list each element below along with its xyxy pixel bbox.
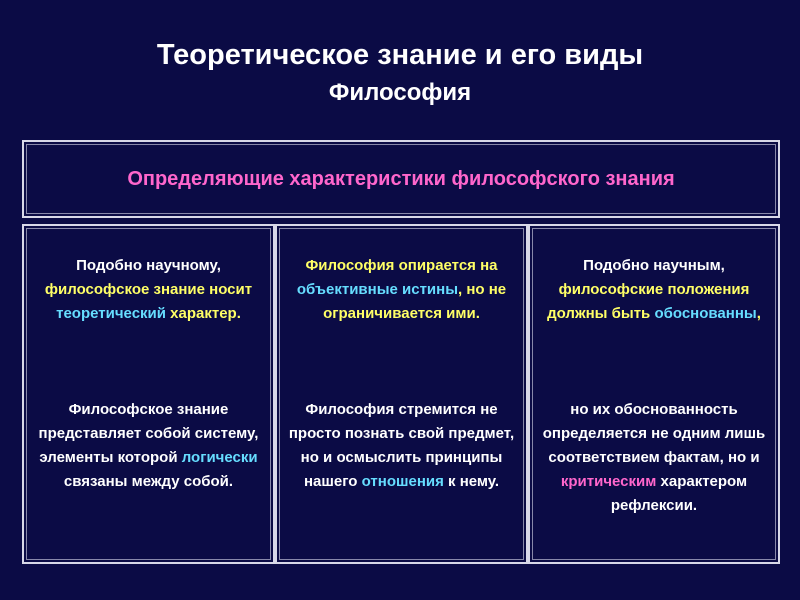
text-segment: философские положения должны быть	[547, 281, 750, 322]
text-segment: логически	[177, 449, 258, 466]
text-segment: Философское знание представляет собой систему, элементы которой	[38, 401, 259, 466]
text-segment: обоснованны	[650, 305, 757, 322]
column-1-top-text	[30, 254, 267, 326]
text-segment: но их обоснованность определяется не одним лишь соответствием фактам, но и	[542, 401, 766, 466]
text-segment: Философия стремится не просто познать свой предмет, но и осмыслить принципы нашего	[288, 401, 515, 490]
text-segment: носит	[204, 281, 253, 298]
column-2-bottom-text	[283, 398, 520, 494]
text-segment: Философия опирается на	[305, 257, 498, 274]
column-2	[275, 224, 528, 564]
column-3	[528, 224, 780, 564]
text-segment: характером рефлексии.	[610, 473, 748, 514]
text-segment: связаны между собой.	[63, 473, 234, 490]
text-segment: теоретический	[56, 305, 166, 322]
slide-title: Теоретическое знание и его виды	[156, 39, 644, 71]
column-1-bottom-text	[30, 398, 267, 494]
text-segment: , но не ограничивается ими.	[323, 281, 507, 322]
text-segment: отношения	[357, 473, 444, 490]
column-1	[22, 224, 275, 564]
text-segment: Подобно научному,	[76, 257, 221, 274]
column-3-top-text	[536, 254, 772, 326]
text-segment: философское знание	[44, 281, 205, 298]
header-text: Определяющие характеристики философского знания	[127, 167, 675, 190]
text-segment: критическим	[560, 473, 657, 490]
column-3-bottom-text	[536, 398, 772, 518]
text-segment: Подобно научным,	[583, 257, 725, 274]
header-box	[22, 140, 780, 218]
text-segment: к нему.	[443, 473, 499, 490]
text-segment: характер.	[165, 305, 241, 322]
text-segment: объективные истины	[296, 281, 459, 298]
slide-subtitle: Философия	[328, 79, 472, 106]
column-2-top-text	[283, 254, 520, 326]
text-segment: ,	[756, 305, 761, 322]
